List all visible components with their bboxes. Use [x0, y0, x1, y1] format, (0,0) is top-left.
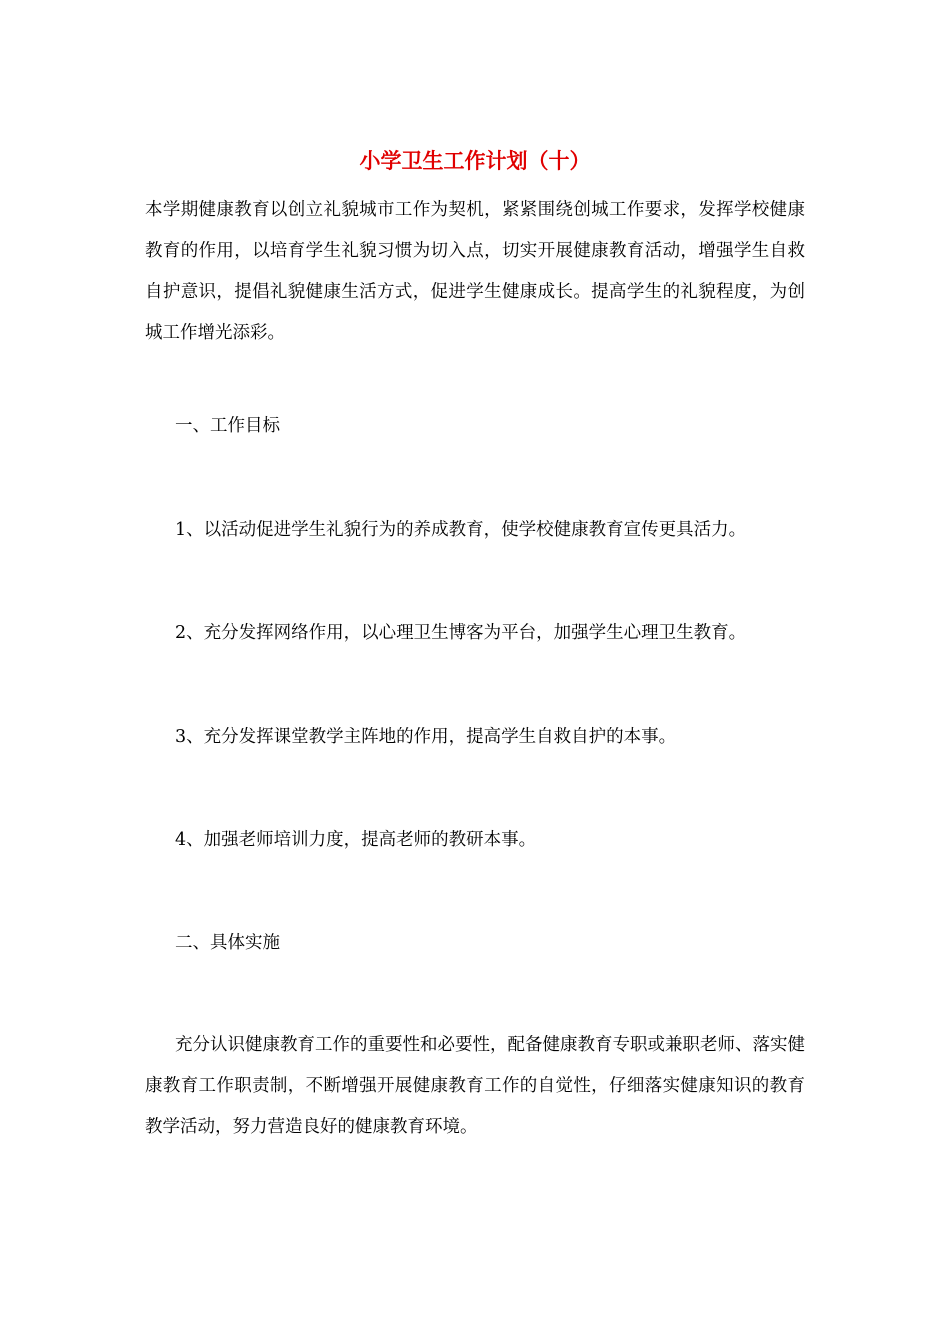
goal-item-4: 4、加强老师培训力度，提高老师的教研本事。 [175, 830, 537, 850]
section-heading-implementation: 二、具体实施 [175, 933, 280, 953]
implementation-paragraph: 充分认识健康教育工作的重要性和必要性，配备健康教育专职或兼职老师、落实健康教育工作职责制，不断增强开展健康教育工作的自觉性，仔细落实健康知识的教育教学活动，努力营造良好的健康教育环境。 [145, 1035, 805, 1137]
intro-paragraph: 本学期健康教育以创立礼貌城市工作为契机，紧紧围绕创城工作要求，发挥学校健康教育的作用，以培育学生礼貌习惯为切入点，切实开展健康教育活动，增强学生自救自护意识，提倡礼貌健康生活方式，促进学生健康成长。提高学生的礼貌程度，为创城工作增光添彩。 [145, 200, 805, 343]
goal-item-3: 3、充分发挥课堂教学主阵地的作用，提高学生自救自护的本事。 [175, 727, 677, 747]
section-heading-goals: 一、工作目标 [175, 416, 280, 436]
document-title: 小学卫生工作计划（十） [359, 148, 591, 173]
goal-item-1: 1、以活动促进学生礼貌行为的养成教育，使学校健康教育宣传更具活力。 [175, 520, 747, 540]
goal-item-2: 2、充分发挥网络作用，以心理卫生博客为平台，加强学生心理卫生教育。 [175, 623, 747, 643]
